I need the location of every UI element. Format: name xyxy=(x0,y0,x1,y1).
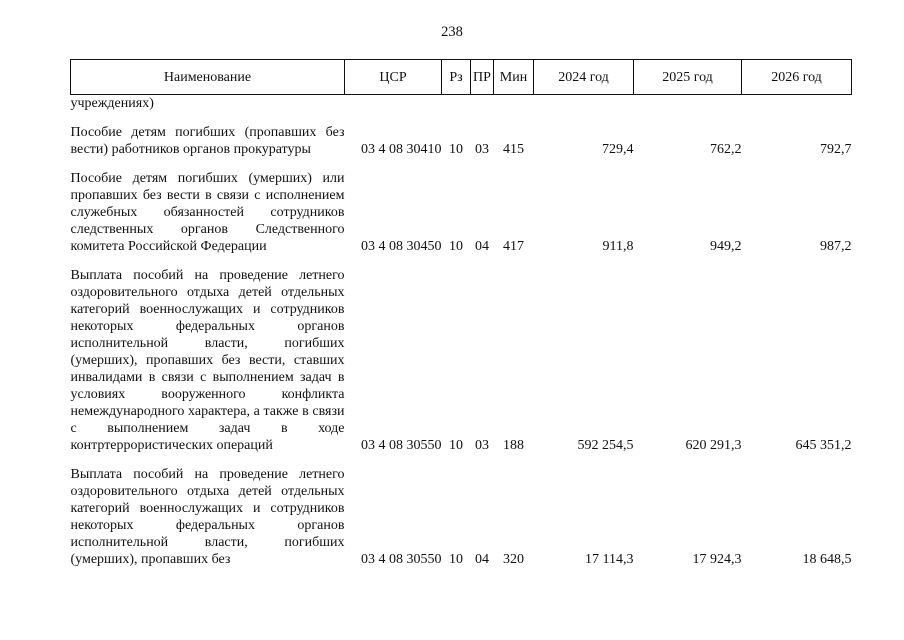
row-min: 415 xyxy=(503,142,524,157)
row-2025: 620 291,3 xyxy=(685,438,742,453)
row-csr: 03 4 08 30550 xyxy=(361,552,442,567)
row-2024: 592 254,5 xyxy=(577,438,634,453)
row-name: Пособие детям погибших (умерших) или пропавших без вести в связи с исполнением служебных обязанностей сотрудников следственных органов Следственного комитета Российской Федерации xyxy=(70,171,345,254)
table-row xyxy=(71,170,852,255)
row-rz xyxy=(442,95,471,113)
row-pr: 04 xyxy=(475,552,489,567)
row-pr xyxy=(471,95,494,113)
row-pr: 03 xyxy=(475,438,489,453)
table-row xyxy=(71,466,852,568)
row-spacer xyxy=(71,112,852,124)
row-min: 417 xyxy=(503,239,524,254)
header-rz: Рз xyxy=(442,60,471,95)
row-spacer xyxy=(71,454,852,466)
row-pr: 04 xyxy=(475,239,489,254)
row-min: 188 xyxy=(503,438,524,453)
row-2024: 911,8 xyxy=(602,239,634,254)
row-2025: 17 924,3 xyxy=(692,552,742,567)
row-name: Выплата пособий на проведение летнего оздоровительного отдыха детей отдельных категорий военнослужащих и сотрудников некоторых федеральных органов исполнительной власти, погибших (умерших), пропавших без вести, ставших инвалидами в связи с выполнением задач в условиях вооруженного конфликта немеждународного характера, а также в связи с выполнением задач в ходе контртеррористических операций xyxy=(70,268,345,453)
row-name: Выплата пособий на проведение летнего оздоровительного отдыха детей отдельных категорий военнослужащих и сотрудников некоторых федеральных органов исполнительной власти, погибших (умерших), пропавших без xyxy=(70,467,345,567)
header-2025: 2025 год xyxy=(634,60,742,95)
table-row xyxy=(71,95,852,113)
row-2025 xyxy=(634,95,742,113)
row-2024: 17 114,3 xyxy=(585,552,634,567)
row-2024: 729,4 xyxy=(602,142,634,157)
row-rz: 10 xyxy=(449,552,463,567)
row-csr: 03 4 08 30410 xyxy=(361,142,442,157)
row-2024 xyxy=(534,95,634,113)
header-min: Мин xyxy=(494,60,534,95)
row-csr: 03 4 08 30550 xyxy=(361,438,442,453)
header-name: Наименование xyxy=(71,60,345,95)
page-number: 238 xyxy=(441,24,463,40)
row-2026: 18 648,5 xyxy=(802,552,852,567)
header-csr: ЦСР xyxy=(345,60,442,95)
row-rz: 10 xyxy=(449,239,463,254)
row-csr xyxy=(345,95,442,113)
row-2026: 645 351,2 xyxy=(795,438,852,453)
row-rz: 10 xyxy=(449,438,463,453)
table-row xyxy=(71,124,852,158)
header-pr: ПР xyxy=(471,60,494,95)
row-spacer xyxy=(71,255,852,267)
header-2024: 2024 год xyxy=(534,60,634,95)
budget-table xyxy=(70,59,852,568)
row-csr: 03 4 08 30450 xyxy=(361,239,442,254)
row-min xyxy=(494,95,534,113)
row-min: 320 xyxy=(503,552,524,567)
header-2026: 2026 год xyxy=(742,60,852,95)
row-name: Пособие детям погибших (пропавших без вести) работников органов прокуратуры xyxy=(70,125,345,157)
row-spacer xyxy=(71,158,852,170)
row-2025: 762,2 xyxy=(710,142,742,157)
row-2025: 949,2 xyxy=(710,239,742,254)
table-row xyxy=(71,267,852,454)
row-name: учреждениях) xyxy=(70,96,154,111)
row-rz: 10 xyxy=(449,142,463,157)
row-pr: 03 xyxy=(475,142,489,157)
row-2026 xyxy=(742,95,852,113)
row-2026: 792,7 xyxy=(820,142,852,157)
table-header-row xyxy=(71,60,852,95)
row-2026: 987,2 xyxy=(820,239,852,254)
